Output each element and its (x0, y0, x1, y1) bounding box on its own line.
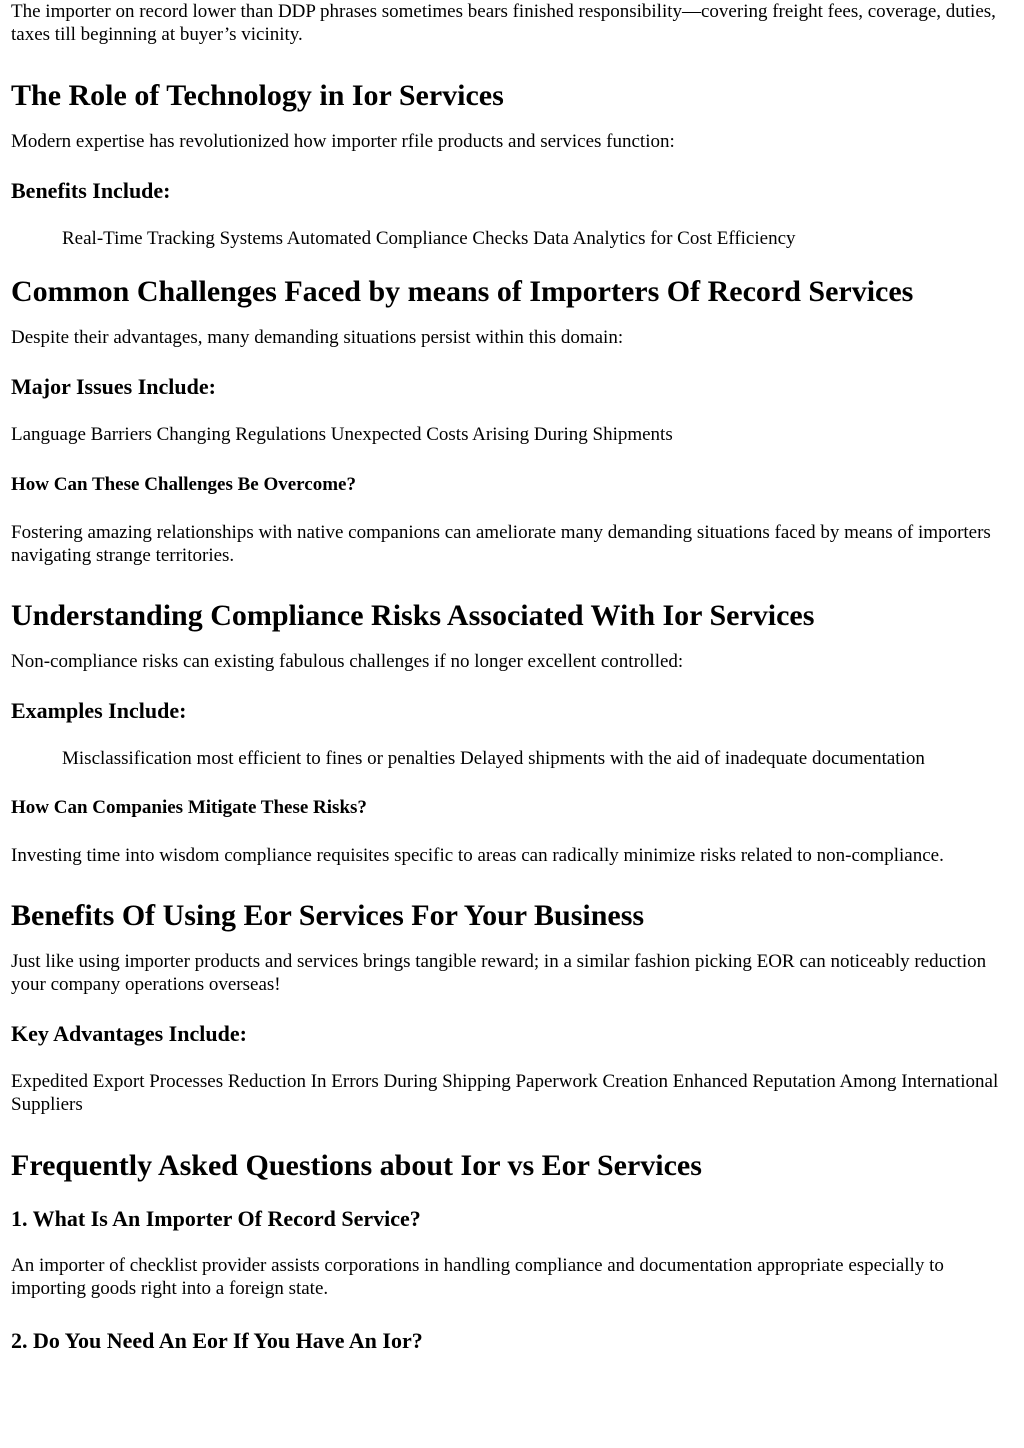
article (11, 0, 1009, 1354)
compliance-paragraph: Non-compliance risks can existing fabulous challenges if no longer excellent controlled: (11, 651, 684, 672)
section-heading-faq: Frequently Asked Questions about Ior vs Eor Services (11, 1149, 702, 1182)
section-heading-challenges: Common Challenges Faced by means of Importers Of Record Services (11, 275, 914, 308)
technology-paragraph: Modern expertise has revolutionized how importer rfile products and services function: (11, 131, 675, 152)
section-heading-eor: Benefits Of Using Eor Services For Your Business (11, 899, 645, 932)
major-issues-list: Language Barriers Changing Regulations Unexpected Costs Arising During Shipments (11, 424, 673, 445)
examples-subheading: Examples Include: (11, 698, 187, 723)
section-heading-compliance: Understanding Compliance Risks Associated With Ior Services (11, 599, 815, 632)
mitigate-question: How Can Companies Mitigate These Risks? (11, 797, 367, 818)
section-heading-technology: The Role of Technology in Ior Services (11, 79, 504, 112)
faq-question-2: 2. Do You Need An Eor If You Have An Ior? (11, 1328, 423, 1353)
intro-paragraph: The importer on record lower than DDP phrases sometimes bears finished responsibility—covering freight fees, coverage, duties, taxes till beginning at buyer’s vicinity. (11, 1, 996, 45)
faq-answer-1: An importer of checklist provider assists corporations in handling compliance and documentation appropriate especially to importing goods right into a foreign state. (11, 1255, 944, 1299)
overcome-answer: Fostering amazing relationships with native companions can ameliorate many demanding situations faced by means of importers navigating strange territories. (11, 522, 991, 566)
faq-question-1: 1. What Is An Importer Of Record Service? (11, 1206, 421, 1231)
eor-paragraph: Just like using importer products and services brings tangible reward; in a similar fashion picking EOR can noticeably reduction your company operations overseas! (11, 951, 987, 995)
benefits-list: Real-Time Tracking Systems Automated Compliance Checks Data Analytics for Cost Efficiency (62, 228, 796, 249)
challenges-paragraph: Despite their advantages, many demanding situations persist within this domain: (11, 327, 624, 348)
key-advantages-subheading: Key Advantages Include: (11, 1021, 247, 1046)
overcome-question: How Can These Challenges Be Overcome? (11, 474, 356, 495)
mitigate-answer: Investing time into wisdom compliance requisites specific to areas can radically minimize risks related to non-compliance. (11, 845, 944, 866)
key-advantages-list: Expedited Export Processes Reduction In Errors During Shipping Paperwork Creation Enhanced Reputation Among International Suppliers (11, 1071, 999, 1115)
examples-list: Misclassification most efficient to fines or penalties Delayed shipments with the aid of inadequate documentation (62, 748, 925, 769)
benefits-subheading: Benefits Include: (11, 178, 171, 203)
major-issues-subheading: Major Issues Include: (11, 374, 216, 399)
